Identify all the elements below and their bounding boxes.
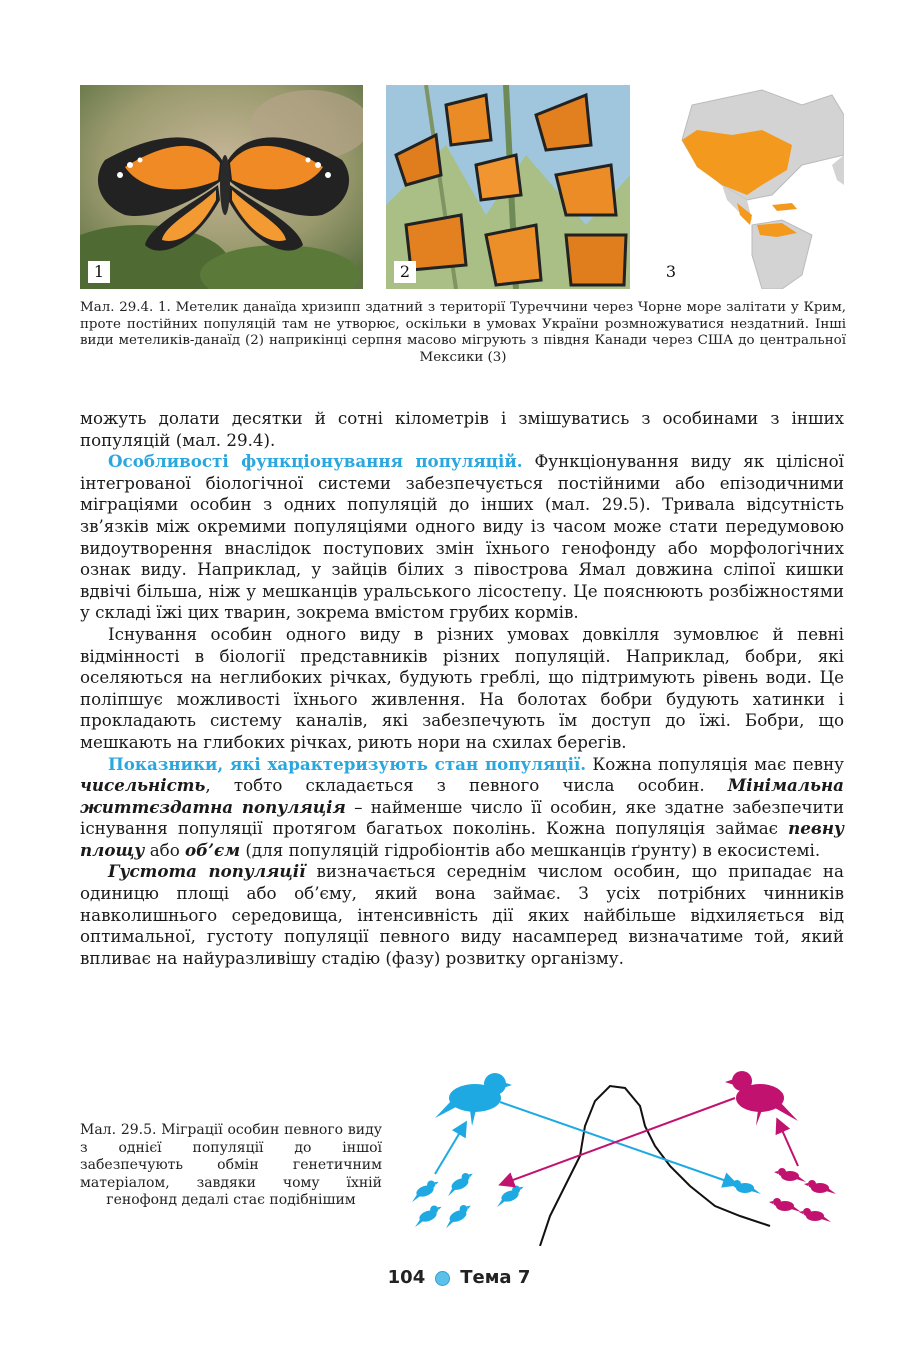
photo-number-3: 3 — [665, 262, 677, 281]
paragraph-2-text: Функціонування виду як цілісної інтегрованої біологічної системи забезпечується постійними або епізодичними міграціями особин з одних популяцій до інших (мал. 29.5). Тривала відсутність зв’язків між окремими популяціями одного виду із часом може стати передумовою видоутворення внаслідок поступових змін їхнього генофонду або морфологічних ознак виду. Наприклад, у зайців білих з півострова Ямал довжина сліпої кишки вдвічі більша, ніж у мешканців уральського лісостепу. Це пояснюють розбіжностями у складі їжі цих тварин, зокрема вмістом грубих кормів. — [80, 451, 844, 623]
magenta-bird-large — [725, 1071, 798, 1126]
heading-population-functioning: Особливості функціонування популяцій. — [108, 451, 523, 472]
text-fragment: Кожна популяція має певну — [586, 753, 845, 774]
paragraph-2 — [80, 451, 844, 624]
term-volume: об’єм — [185, 839, 241, 860]
text-fragment: – найменше число її особин, яке здатне забезпечити існування популяції протягом багатьох поколінь. Кожна популяція займає — [80, 796, 844, 839]
text-fragment: визначається середнім числом особин, що припадає на одиницю площі або об’єму, який вона займає. З усіх потрібних чинників навколишнього середовища, інтенсивність дії яких найбільше відхиляється від оптимальної, густоту популяції певного виду насамперед визначатиме той, який впливає на найуразливішу стадію (фазу) розвитку організму. — [80, 861, 844, 968]
main-text — [80, 408, 844, 969]
text-fragment: , тобто складається з певного числа особин. — [205, 775, 728, 796]
arrow-magenta-flock-to-large — [778, 1121, 798, 1166]
paragraph-3: Існування особин одного виду в різних умовах довкілля зумовлює й певні відмінності в біології представників різних популяцій. Наприклад, бобри, які оселяються на неглибоких річках, будують греблі, що підтримують рівень води. Це поліпшує можливості їхнього живлення. На болотах бобри будують хатинки і прокладають систему каналів, які забезпечують їм доступ до їжі. Бобри, що мешкають на глибоких річках, риють нори на схилах берегів. — [80, 623, 844, 752]
arrow-blue-flock-to-large — [435, 1124, 465, 1174]
mountain-ridge — [540, 1086, 770, 1246]
magenta-bird-flock — [769, 1168, 836, 1222]
paragraph-4 — [80, 754, 844, 862]
photo-number-2: 2 — [394, 261, 416, 283]
text-fragment: (для популяцій гідробіонтів або мешканців ґрунту) в екосистемі. — [240, 839, 821, 860]
page-number: 104 — [387, 1267, 426, 1288]
migration-diagram — [400, 1066, 850, 1246]
figure-caption-29-4: Мал. 29.4. 1. Метелик данаїда хризипп здатний з території Туреччини через Чорне море залітати у Крим, проте постійних популяцій там не утворює, оскільки в умовах України розмножуватися нездатний. Інші види метеликів-данаїд (2) наприкінці серпня масово мігрують з півдня Канади через США до центральної Мексики (3) — [80, 300, 846, 365]
photo-number-1: 1 — [88, 261, 110, 283]
map-monarch-migration — [652, 85, 844, 289]
photo-monarch-cluster — [386, 85, 630, 289]
heading-population-indicators: Показники, які характеризують стан популяції. — [108, 753, 587, 774]
term-population-density: Густота популяції — [108, 861, 306, 882]
figure-caption-29-5: Мал. 29.5. Міграції особин певного виду з однієї популяції до іншої забезпечують обмін генетичним матеріалом, завдяки чому їхній генофонд дедалі стає подібнішим — [80, 1122, 382, 1208]
page-footer — [0, 1267, 918, 1288]
term-abundance: чисельність — [80, 775, 206, 796]
blue-bird-large — [435, 1073, 512, 1126]
topic-label: Тема 7 — [460, 1267, 531, 1288]
paragraph-1: можуть долати десятки й сотні кілометрів і змішуватись з особинами з інших популяцій (мал. 29.4). — [80, 408, 844, 450]
term-minimum-viable-population: Мінімальна життєздатна популяція — [80, 775, 844, 817]
bullet-dot-icon — [435, 1271, 450, 1286]
paragraph-5 — [80, 861, 844, 969]
term-area: певну площу — [80, 818, 844, 860]
photo-danaus-chrysippus — [80, 85, 363, 289]
text-fragment: або — [144, 839, 186, 860]
